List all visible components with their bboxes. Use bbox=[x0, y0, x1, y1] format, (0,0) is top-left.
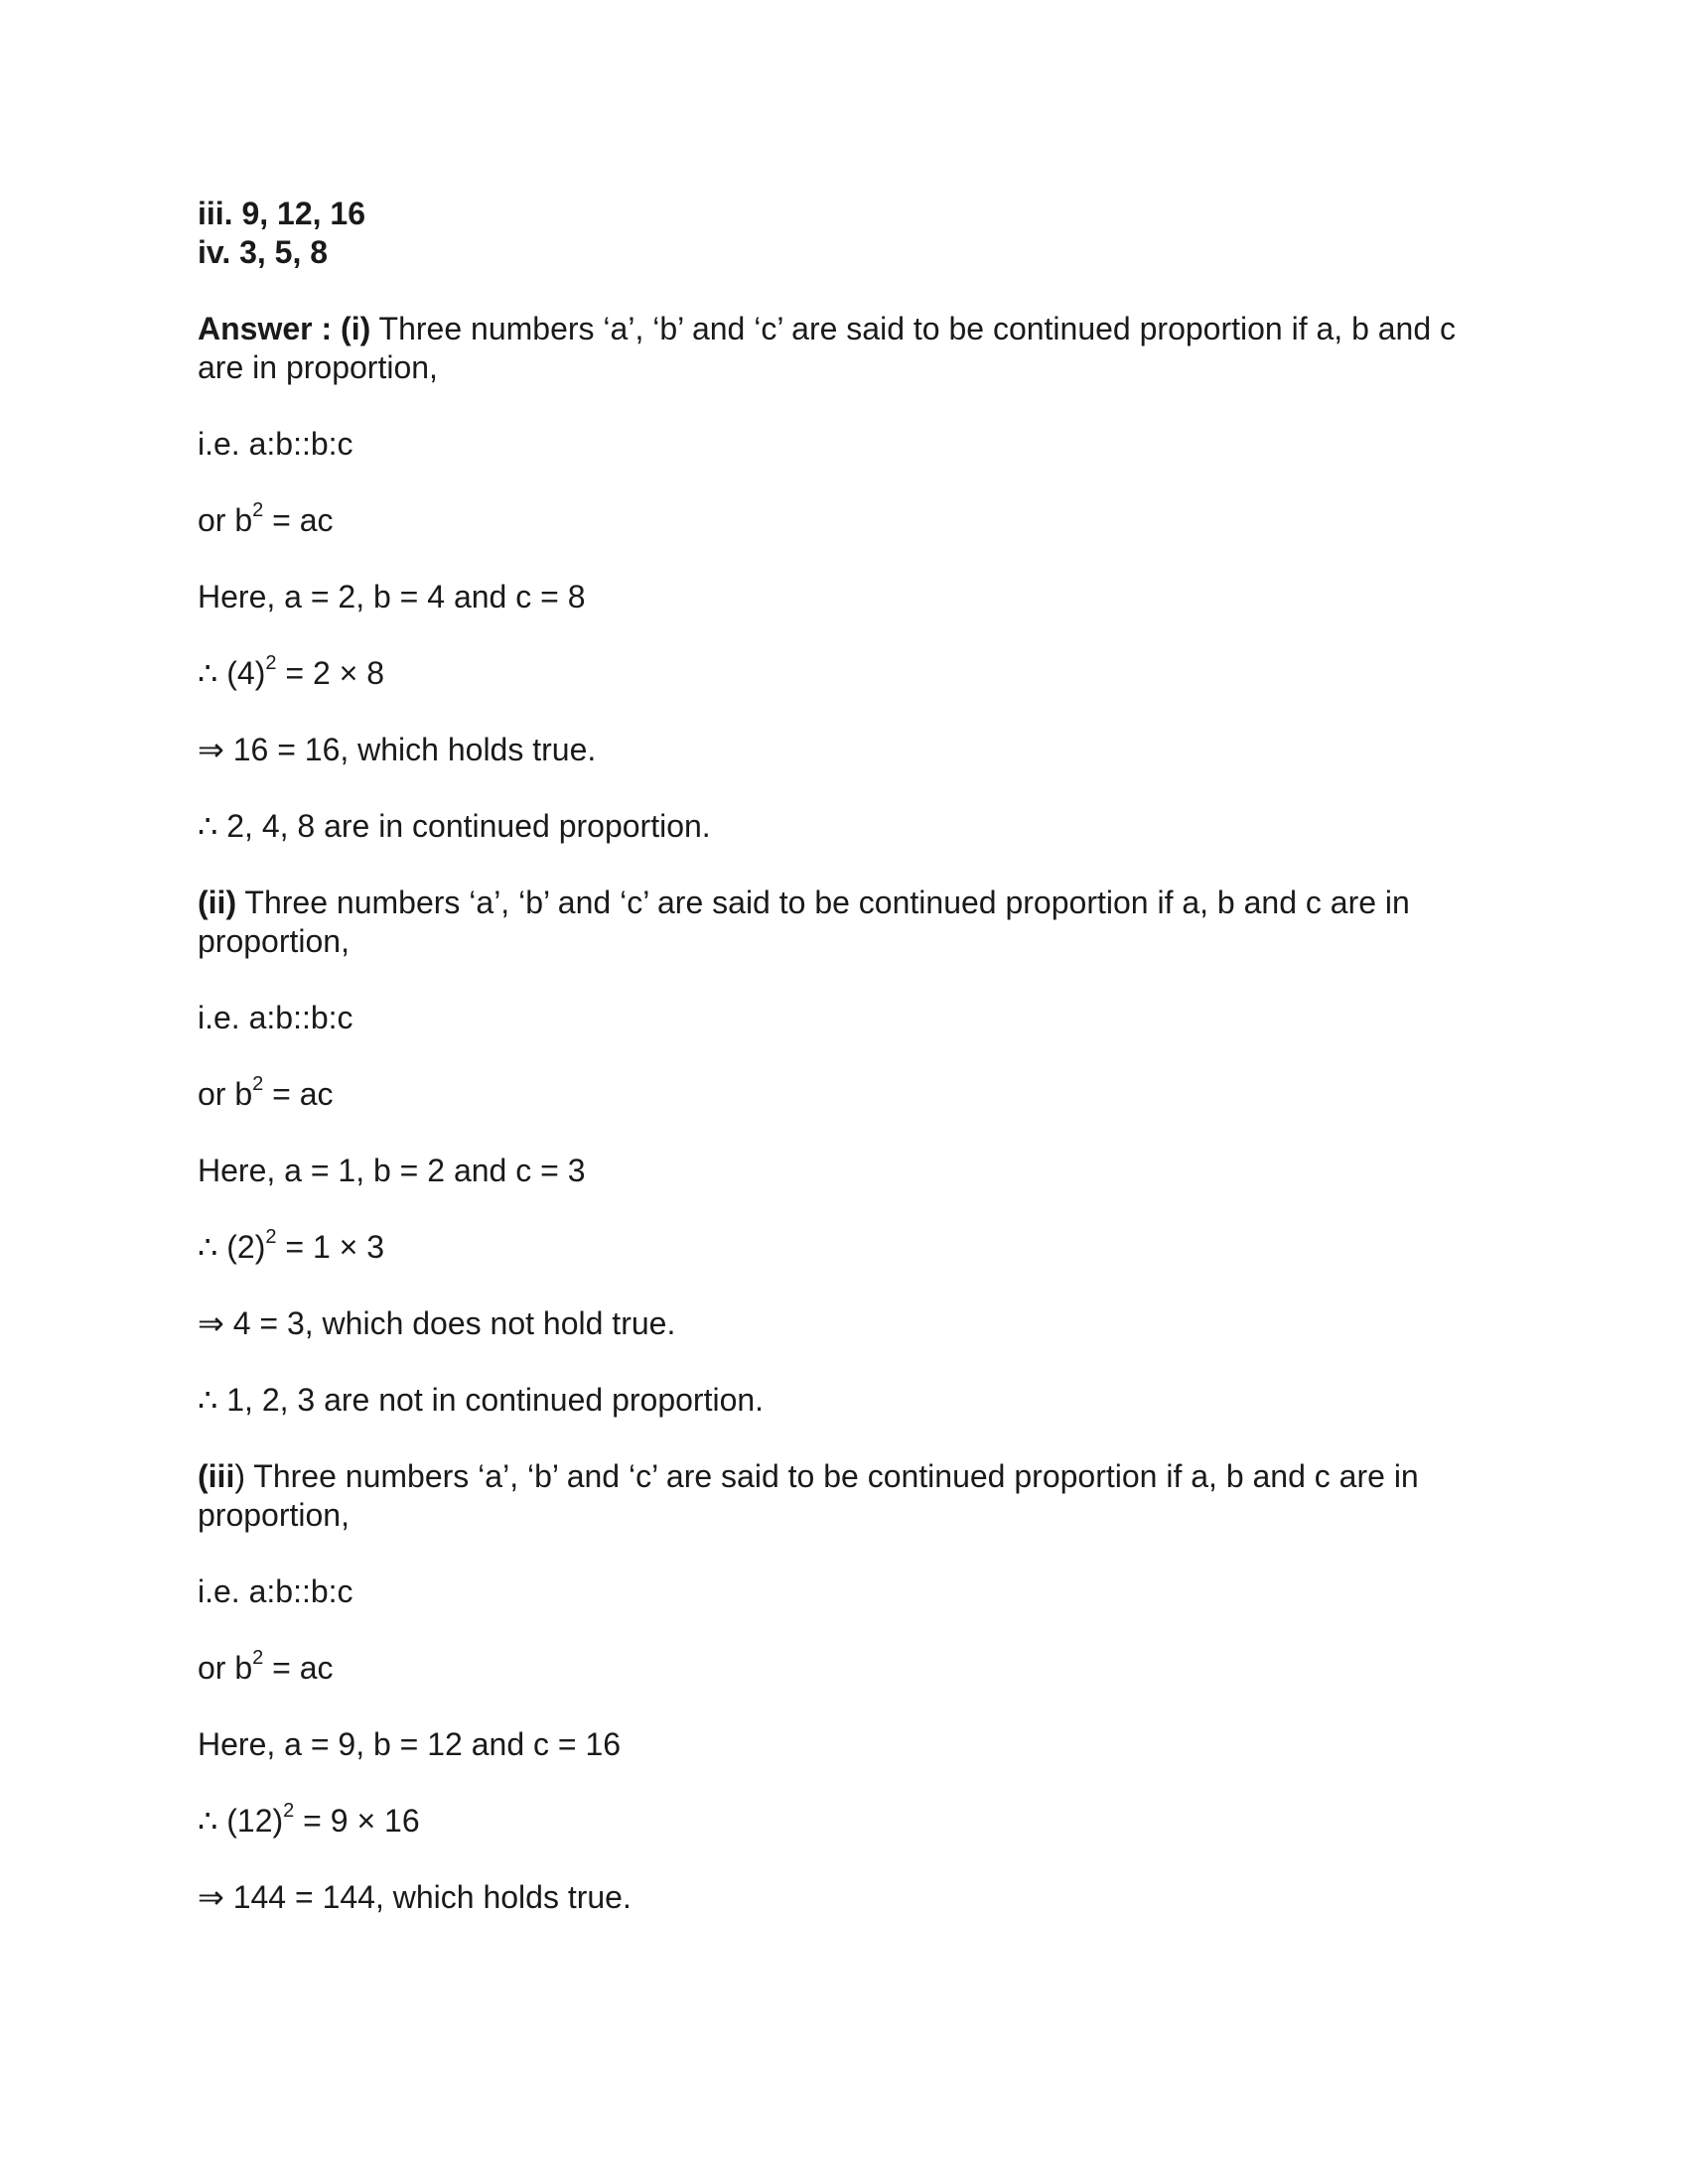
part-ii-implies: ⇒ 4 = 3, which does not hold true. bbox=[198, 1305, 676, 1341]
part-i-calculation: ∴ $(4)^2 = 2 \times 8$ bbox=[198, 652, 385, 691]
part-i-intro-text: Three numbers ‘a’, ‘b’ and ‘c’ are said to be continued proportion if a, b and c are in proportion, bbox=[198, 311, 1457, 385]
answer-label: Answer : bbox=[198, 311, 333, 346]
part-ii-intro: (ii) Three numbers ‘a’, ‘b’ and ‘c’ are said to be continued proportion if a, b and c are in proportion, bbox=[198, 885, 1410, 959]
part-ii-ie: i.e. a:b::b:c bbox=[198, 1000, 353, 1035]
part-iii-implies: ⇒ 144 = 144, which holds true. bbox=[198, 1879, 632, 1915]
part-i-implies: ⇒ 16 = 16, which holds true. bbox=[198, 732, 597, 767]
question-item-iii: iii. 9, 12, 16 bbox=[198, 196, 365, 231]
part-i-conclusion: ∴ 2, 4, 8 are in continued proportion. bbox=[198, 808, 711, 844]
part-ii-formula: or $b^2$ = ac bbox=[198, 1073, 334, 1112]
part-i-tag: (i) bbox=[341, 311, 371, 346]
part-ii-values: Here, a = 1, b = 2 and c = 3 bbox=[198, 1153, 586, 1188]
part-iii-ie: i.e. a:b::b:c bbox=[198, 1573, 353, 1609]
question-item-iv: iv. 3, 5, 8 bbox=[198, 234, 329, 270]
part-ii-tag: (ii) bbox=[198, 885, 237, 920]
part-iii-tag-open: ( bbox=[198, 1458, 209, 1494]
part-i-ie: i.e. a:b::b:c bbox=[198, 426, 353, 462]
answer-i-intro bbox=[198, 310, 1508, 387]
part-ii-conclusion: ∴ 1, 2, 3 are not in continued proportion. bbox=[198, 1382, 765, 1418]
part-iii-intro: (iii) Three numbers ‘a’, ‘b’ and ‘c’ are said to be continued proportion if a, b and c are in proportion, bbox=[198, 1458, 1419, 1533]
part-i-formula: or $b^2$ = ac bbox=[198, 499, 334, 538]
part-iii-formula: or $b^2$ = ac bbox=[198, 1647, 334, 1686]
part-ii-calculation: ∴ $(2)^2 = 1 \times 3$ bbox=[198, 1226, 385, 1265]
part-iii-values: Here, a = 9, b = 12 and c = 16 bbox=[198, 1726, 622, 1762]
part-iii-calculation: ∴ $(12)^2 = 9 \times 16$ bbox=[198, 1800, 420, 1839]
part-i-values: Here, a = 2, b = 4 and c = 8 bbox=[198, 579, 586, 614]
question-list bbox=[198, 195, 1508, 272]
part-iii-tag: iii bbox=[208, 1458, 235, 1494]
document-page bbox=[198, 195, 1508, 1955]
